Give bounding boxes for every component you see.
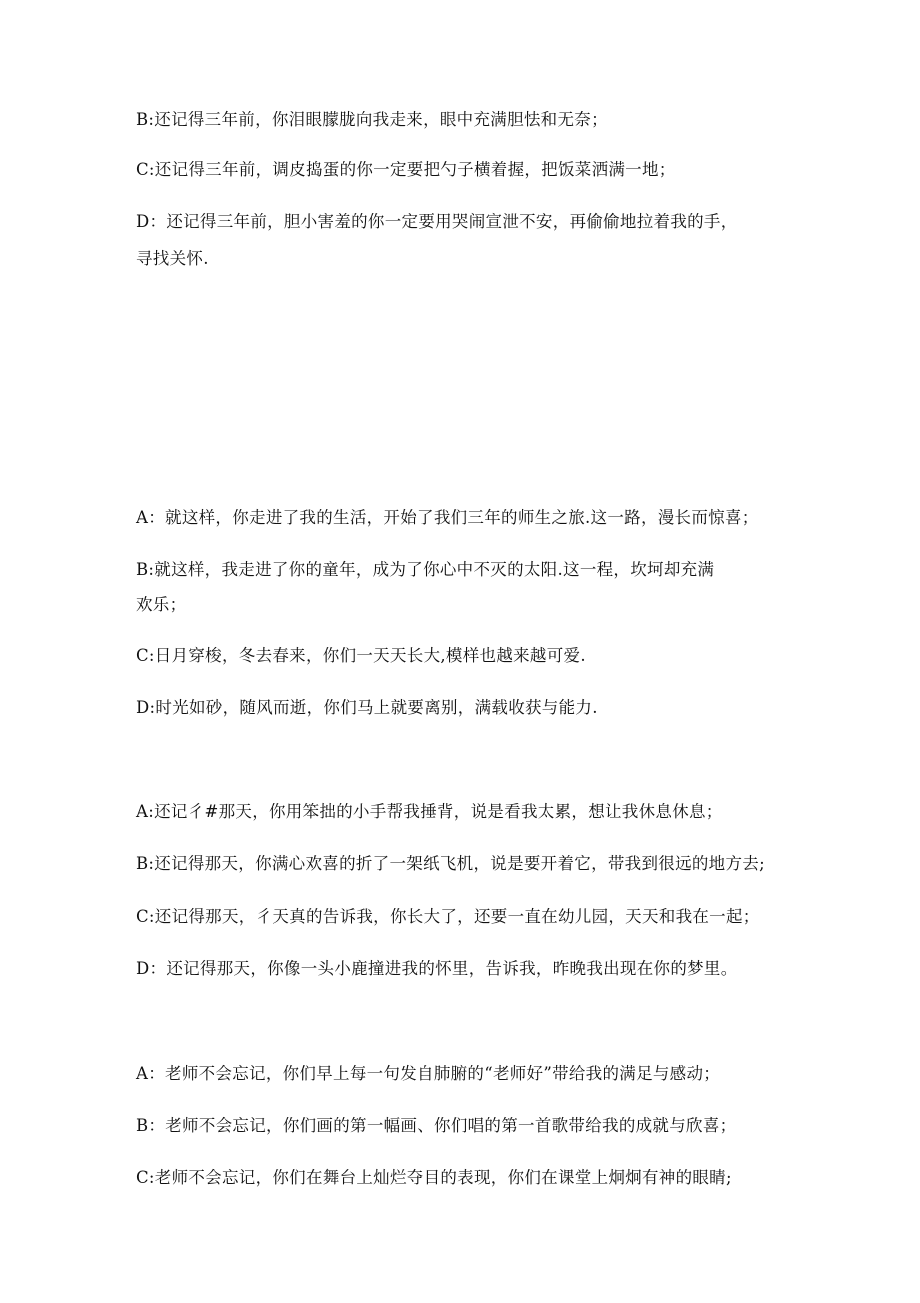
option-b-line: B：老师不会忘记，你们画的第一幅画、你们唱的第一首歌带给我的成就与欣喜； xyxy=(136,1116,737,1135)
option-d-continuation: 寻找关怀. xyxy=(136,249,209,268)
option-b-line: B:还记得三年前，你泪眼朦胧向我走来，眼中充满胆怯和无奈； xyxy=(136,110,608,129)
option-b-continuation: 欢乐； xyxy=(136,595,187,614)
option-c-line: C:日月穿梭，冬去春来，你们一天天长大,模样也越来越可爱. xyxy=(136,646,586,665)
option-a-line: A：就这样，你走进了我的生活，开始了我们三年的师生之旅.这一路，漫长而惊喜； xyxy=(136,508,759,527)
option-a-line: A:还记彳#那天，你用笨拙的小手帮我捶背，说是看我太累，想让我休息休息； xyxy=(136,802,723,821)
option-d-line: D：还记得三年前，胆小害羞的你一定要用哭闹宣泄不安，再偷偷地拉着我的手， xyxy=(136,212,738,231)
option-b-line: B:就这样，我走进了你的童年，成为了你心中不灭的太阳.这一程，坎坷却充满 xyxy=(136,560,715,579)
option-c-line: C:还记得三年前，调皮捣蛋的你一定要把勺子横着握，把饭菜洒满一地； xyxy=(136,160,676,179)
option-a-line: A：老师不会忘记，你们早上每一句发自肺腑的“老师好”带给我的满足与感动； xyxy=(136,1064,721,1083)
option-c-line: C:老师不会忘记，你们在舞台上灿烂夺目的表现，你们在课堂上炯炯有神的眼睛; xyxy=(136,1168,732,1187)
option-b-line: B:还记得那天，你满心欢喜的折了一架纸飞机，说是要开着它，带我到很远的地方去; xyxy=(136,854,765,873)
option-d-line: D：还记得那天，你像一头小鹿撞进我的怀里，告诉我，昨晚我出现在你的梦里。 xyxy=(136,959,738,978)
option-c-line: C:还记得那天，彳天真的告诉我，你长大了，还要一直在幼儿园，天天和我在一起； xyxy=(136,907,760,926)
option-d-line: D:时光如砂，随风而逝，你们马上就要离别，满载收获与能力. xyxy=(136,698,598,717)
